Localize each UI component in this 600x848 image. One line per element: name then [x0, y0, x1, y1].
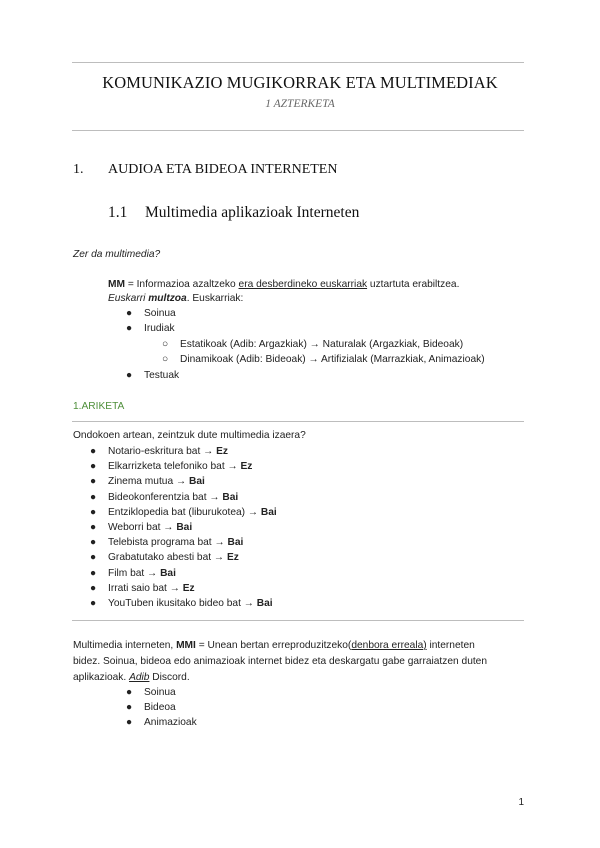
- mmi-text: interneten: [426, 640, 475, 651]
- bullet-icon: ●: [90, 491, 97, 503]
- mmi-text: = Unean bertan erreproduzitzeko(: [195, 640, 352, 651]
- exercise-item-text: Irrati saio bat →: [108, 582, 183, 594]
- mm-definition: [108, 278, 459, 292]
- list-item-text: Bideoa: [144, 702, 176, 713]
- sub-list-item-text: Estatikoak (Adib: Argazkiak) → Naturalak (Argazkiak, Bideoak): [180, 339, 464, 350]
- exercise-item-answer: Bai: [188, 476, 205, 488]
- bullet-icon: ●: [90, 522, 97, 533]
- mmi-line-2: bidez. Soinua, bideoa edo animazioak internet bidez eta deskargatu gabe garraiatzen duten: [73, 656, 488, 667]
- mmi-rule: [72, 620, 524, 621]
- mm-abbr: MM: [108, 279, 125, 290]
- exercise-item-answer: Bai: [160, 567, 176, 579]
- section-title: AUDIOA ETA BIDEOA INTERNETEN: [108, 162, 338, 177]
- exercise-item-answer: Bai: [260, 506, 277, 518]
- bullet-icon: ●: [126, 717, 133, 728]
- title-rule: [72, 130, 524, 131]
- euskarri-word: Euskarri: [108, 293, 149, 304]
- bullet-icon: ●: [90, 582, 97, 594]
- list-item-text: Soinua: [144, 308, 176, 319]
- list-item-text: Testuak: [144, 370, 180, 381]
- bullet-icon: ●: [90, 506, 97, 518]
- exercise-item-text: Weborri bat →: [108, 522, 177, 533]
- exercise-item-answer: Bai: [227, 537, 244, 549]
- bullet-icon: ●: [126, 308, 133, 319]
- exercise-item-text: Grabatutako abesti bat →: [108, 552, 227, 564]
- sub-list-item-text: Dinamikoak (Adib: Bideoak) → Artifizialak (Marrazkiak, Animazioak): [180, 354, 485, 365]
- bullet-icon: ●: [126, 702, 133, 713]
- exercise-item-answer: Ez: [216, 446, 229, 457]
- bullet-icon: ●: [90, 567, 97, 579]
- exercise-item: [90, 506, 277, 520]
- euskarri-line: [108, 292, 243, 306]
- exercise-item: [90, 597, 273, 611]
- bullet-icon: ●: [90, 461, 97, 473]
- bullet-icon: ●: [90, 476, 97, 488]
- mmi-line-3: [73, 671, 190, 685]
- exercise-item-answer: Ez: [240, 461, 253, 473]
- mm-def-text: = Informazioa azaltzeko: [124, 279, 239, 290]
- mmi-text: aplikazioak.: [73, 672, 130, 683]
- multzoa-word: multzoa: [148, 293, 187, 304]
- list-item: [126, 307, 176, 321]
- list-item: [126, 701, 176, 715]
- mmi-text: Multimedia interneten,: [73, 640, 177, 651]
- list-item: [126, 369, 179, 383]
- exercise-item-answer: Bai: [222, 491, 239, 503]
- list-item-text: Irudiak: [144, 323, 175, 334]
- exercise-rule: [72, 421, 524, 422]
- exercise-item: [90, 567, 176, 581]
- sub-bullet-icon: ○: [162, 339, 169, 350]
- document-subtitle: 1 AZTERKETA: [265, 98, 335, 110]
- exercise-item-text: Notario-eskritura bat →: [108, 446, 217, 457]
- section-heading: [73, 162, 337, 178]
- exercise-item-text: Entziklopedia bat (liburukotea) →: [108, 506, 261, 518]
- sub-bullet-icon: ○: [162, 354, 169, 365]
- bullet-icon: ●: [90, 552, 97, 564]
- exercise-item-answer: Bai: [256, 598, 273, 609]
- exercise-item: [90, 536, 243, 550]
- list-item: [126, 716, 197, 730]
- euskarriak-label: . Euskarriak:: [186, 293, 244, 304]
- exercise-item-answer: Ez: [182, 582, 195, 594]
- mmi-text: Discord.: [149, 672, 190, 683]
- list-item-text: Animazioak: [144, 717, 197, 728]
- exercise-label: 1.ARIKETA: [73, 401, 125, 412]
- bullet-icon: ●: [90, 537, 97, 549]
- intro-question: Zer da multimedia?: [73, 249, 161, 260]
- subsection-title: Multimedia aplikazioak Interneten: [145, 204, 360, 221]
- exercise-item: [90, 551, 239, 565]
- bullet-icon: ●: [126, 687, 133, 698]
- mmi-abbr: MMI: [176, 640, 196, 651]
- list-item: [126, 686, 176, 700]
- subsection-heading: [108, 204, 359, 222]
- sub-list-item: [162, 338, 463, 352]
- page-number: 1: [518, 797, 524, 808]
- bullet-icon: ●: [90, 446, 97, 457]
- section-number: 1.: [73, 162, 84, 177]
- document-title: KOMUNIKAZIO MUGIKORRAK ETA MULTIMEDIAK: [102, 73, 498, 92]
- bullet-icon: ●: [126, 323, 133, 334]
- mmi-underlined: denbora erreala): [351, 640, 427, 651]
- subsection-number: 1.1: [108, 204, 128, 221]
- exercise-item-text: Film bat →: [108, 567, 161, 579]
- list-item: [126, 322, 175, 336]
- top-rule: [72, 62, 524, 63]
- exercise-item-text: Bideokonferentzia bat →: [108, 491, 223, 503]
- bullet-icon: ●: [90, 598, 97, 609]
- exercise-item-answer: Ez: [226, 552, 239, 564]
- exercise-item-text: YouTuben ikusitako bideo bat →: [108, 598, 257, 609]
- exercise-item: [90, 475, 205, 489]
- mm-def-end: uztartuta erabiltzea.: [367, 279, 460, 290]
- sub-list-item: [162, 353, 485, 367]
- mmi-line-1: [73, 639, 475, 653]
- exercise-item: [90, 582, 195, 596]
- bullet-icon: ●: [126, 370, 133, 381]
- exercise-item: [90, 445, 228, 459]
- exercise-item: [90, 491, 238, 505]
- exercise-item-text: Zinema mutua →: [108, 476, 189, 488]
- exercise-item: [90, 521, 192, 535]
- adib-word: Adib: [129, 672, 150, 683]
- list-item-text: Soinua: [144, 687, 176, 698]
- exercise-item: [90, 460, 252, 474]
- exercise-item-text: Telebista programa bat →: [108, 537, 228, 549]
- mm-def-underlined: era desberdineko euskarriak: [238, 279, 368, 290]
- exercise-question: Ondokoen artean, zeintzuk dute multimedia izaera?: [73, 430, 306, 441]
- exercise-item-answer: Bai: [176, 522, 193, 533]
- exercise-item-text: Elkarrizketa telefoniko bat →: [108, 461, 241, 473]
